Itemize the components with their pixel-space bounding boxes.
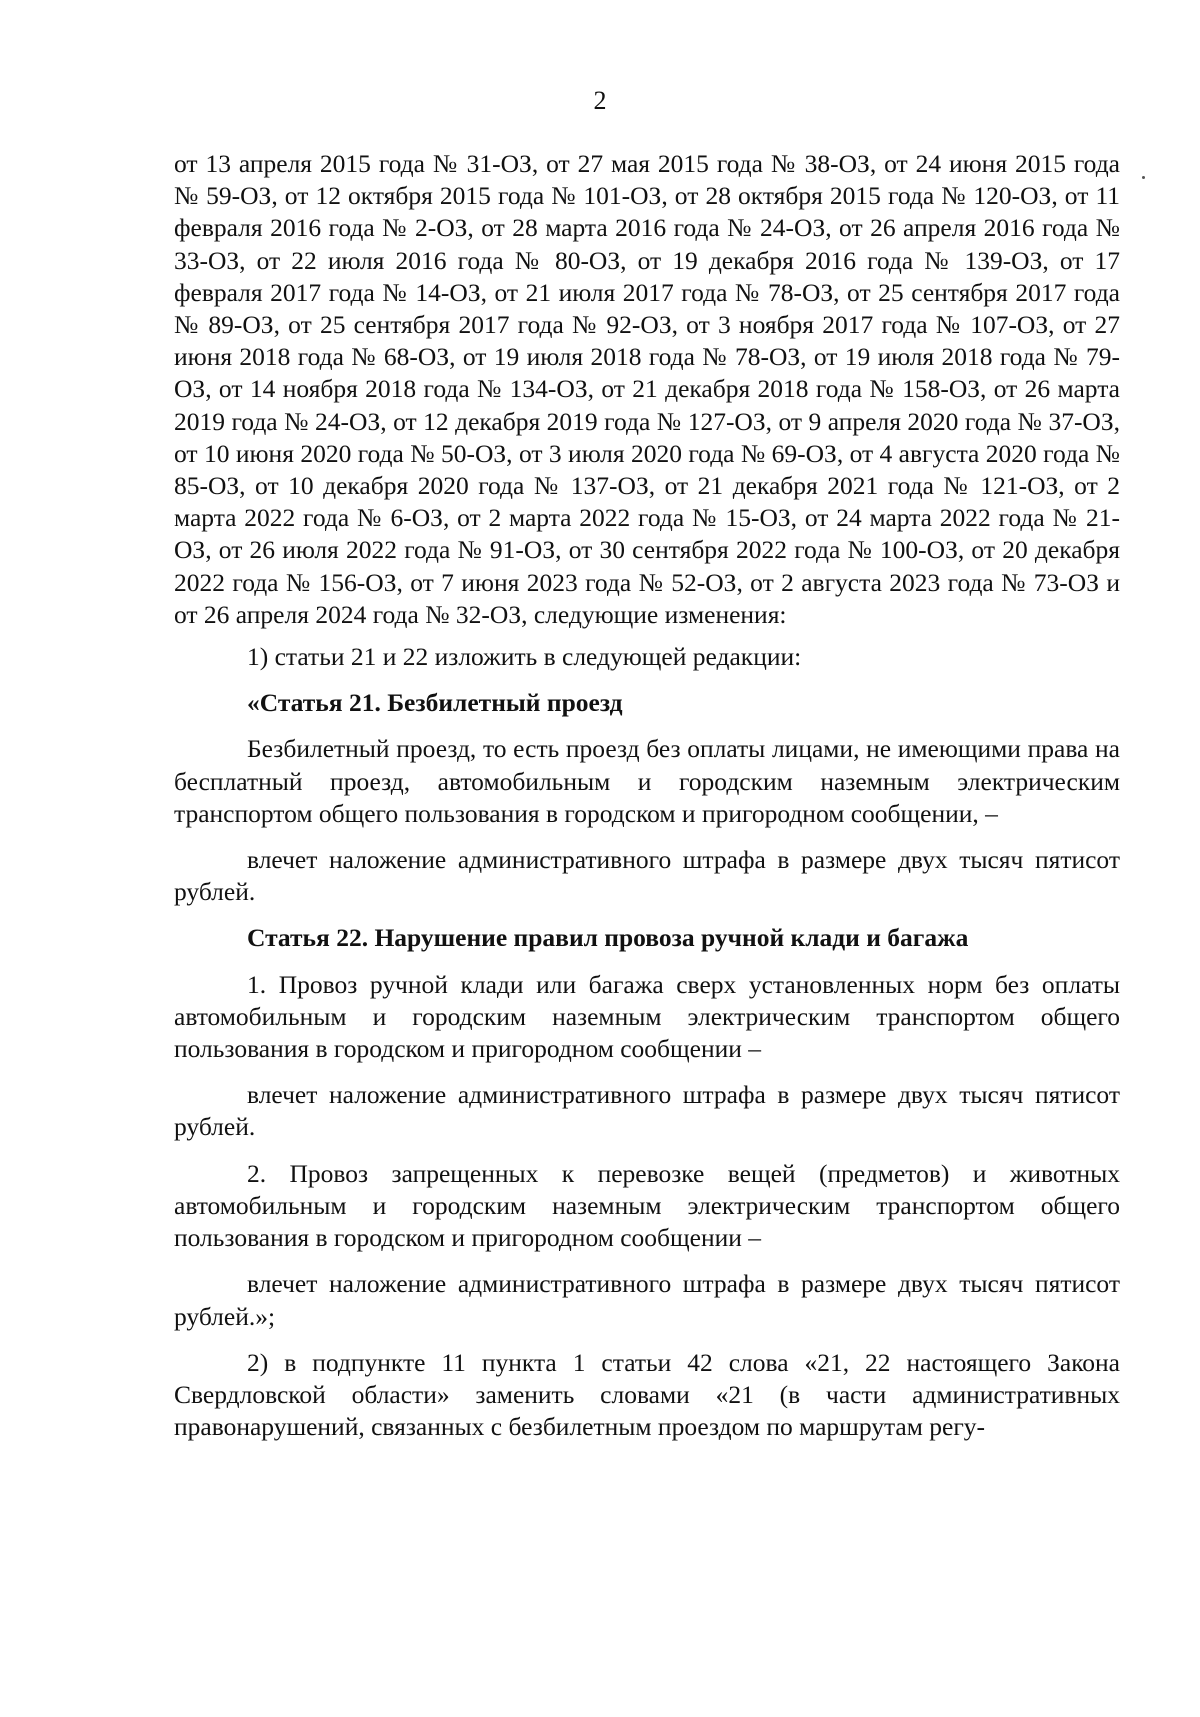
scan-speck (1142, 176, 1145, 179)
document-body (174, 148, 1120, 1443)
article-22-part-1-penalty: влечет наложение административного штрафа в размере двух тысяч пятисот рублей. (174, 1080, 1120, 1142)
article-22-heading: Статья 22. Нарушение правил провоза ручной клади и багажа (247, 923, 969, 953)
article-21-text: Безбилетный проезд, то есть проезд без оплаты лицами, не имеющими права на бесплатный проезд, автомобильным и городским наземным электрическим транспортом общего пользования в городском и пригородном сообщении, – (174, 734, 1120, 828)
article-21-penalty: влечет наложение административного штрафа в размере двух тысяч пятисот рублей. (174, 845, 1120, 907)
article-22-part-2-penalty: влечет наложение административного штрафа в размере двух тысяч пятисот рублей.»; (174, 1269, 1120, 1331)
article-21-heading: «Статья 21. Безбилетный проезд (247, 688, 623, 718)
paragraph-amendment-list: от 13 апреля 2015 года № 31-ОЗ, от 27 мая 2015 года № 38-ОЗ, от 24 июня 2015 года № 59-ОЗ, от 12 октября 2015 года № 101-ОЗ, от 28 октября 2015 года № 120-ОЗ, от 11 февраля 2016 года № 2-ОЗ, от 28 марта 2016 года № 24-ОЗ, от 26 апреля 2016 года № 33-ОЗ, от 22 июля 2016 года № 80-ОЗ, от 19 декабря 2016 года № 139-ОЗ, от 17 февраля 2017 года № 14-ОЗ, от 21 июля 2017 года № 78-ОЗ, от 25 сентября 2017 года № 89-ОЗ, от 25 сентября 2017 года № 92-ОЗ, от 3 ноября 2017 года № 107-ОЗ, от 27 июня 2018 года № 68-ОЗ, от 19 июля 2018 года № 78-ОЗ, от 19 июля 2018 года № 79-ОЗ, от 14 ноября 2018 года № 134-ОЗ, от 21 декабря 2018 года № 158-ОЗ, от 26 марта 2019 года № 24-ОЗ, от 12 декабря 2019 года № 127-ОЗ, от 9 апреля 2020 года № 37-ОЗ, от 10 июня 2020 года № 50-ОЗ, от 3 июля 2020 года № 69-ОЗ, от 4 августа 2020 года № 85-ОЗ, от 10 декабря 2020 года № 137-ОЗ, от 21 декабря 2021 года № 121-ОЗ, от 2 марта 2022 года № 6-ОЗ, от 2 марта 2022 года № 15-ОЗ, от 24 марта 2022 года № 21-ОЗ, от 26 июля 2022 года № 91-ОЗ, от 30 сентября 2022 года № 100-ОЗ, от 20 декабря 2022 года № 156-ОЗ, от 7 июня 2023 года № 52-ОЗ, от 2 августа 2023 года № 73-ОЗ и от 26 апреля 2024 года № 32-ОЗ, следующие изменения: (174, 149, 1120, 629)
article-22-part-2: 2. Провоз запрещенных к перевозке вещей (предметов) и животных автомобильным и городским наземным электрическим транспортом общего пользования в городском и пригородном сообщении – (174, 1158, 1120, 1253)
page-number: 2 (593, 86, 607, 115)
article-22-part-1: 1. Провоз ручной клади или багажа сверх установленных норм без оплаты автомобильным и городским наземным электрическим транспортом общего пользования в городском и пригородном сообщении – (174, 969, 1120, 1064)
paragraph-item-1: 1) статьи 21 и 22 изложить в следующей редакции: (247, 642, 802, 672)
paragraph-item-2: 2) в подпункте 11 пункта 1 статьи 42 слова «21, 22 настоящего Закона Свердловской области» заменить словами «21 (в части административных правонарушений, связанных с безбилетным проездом по маршрутам регу- (174, 1347, 1120, 1442)
